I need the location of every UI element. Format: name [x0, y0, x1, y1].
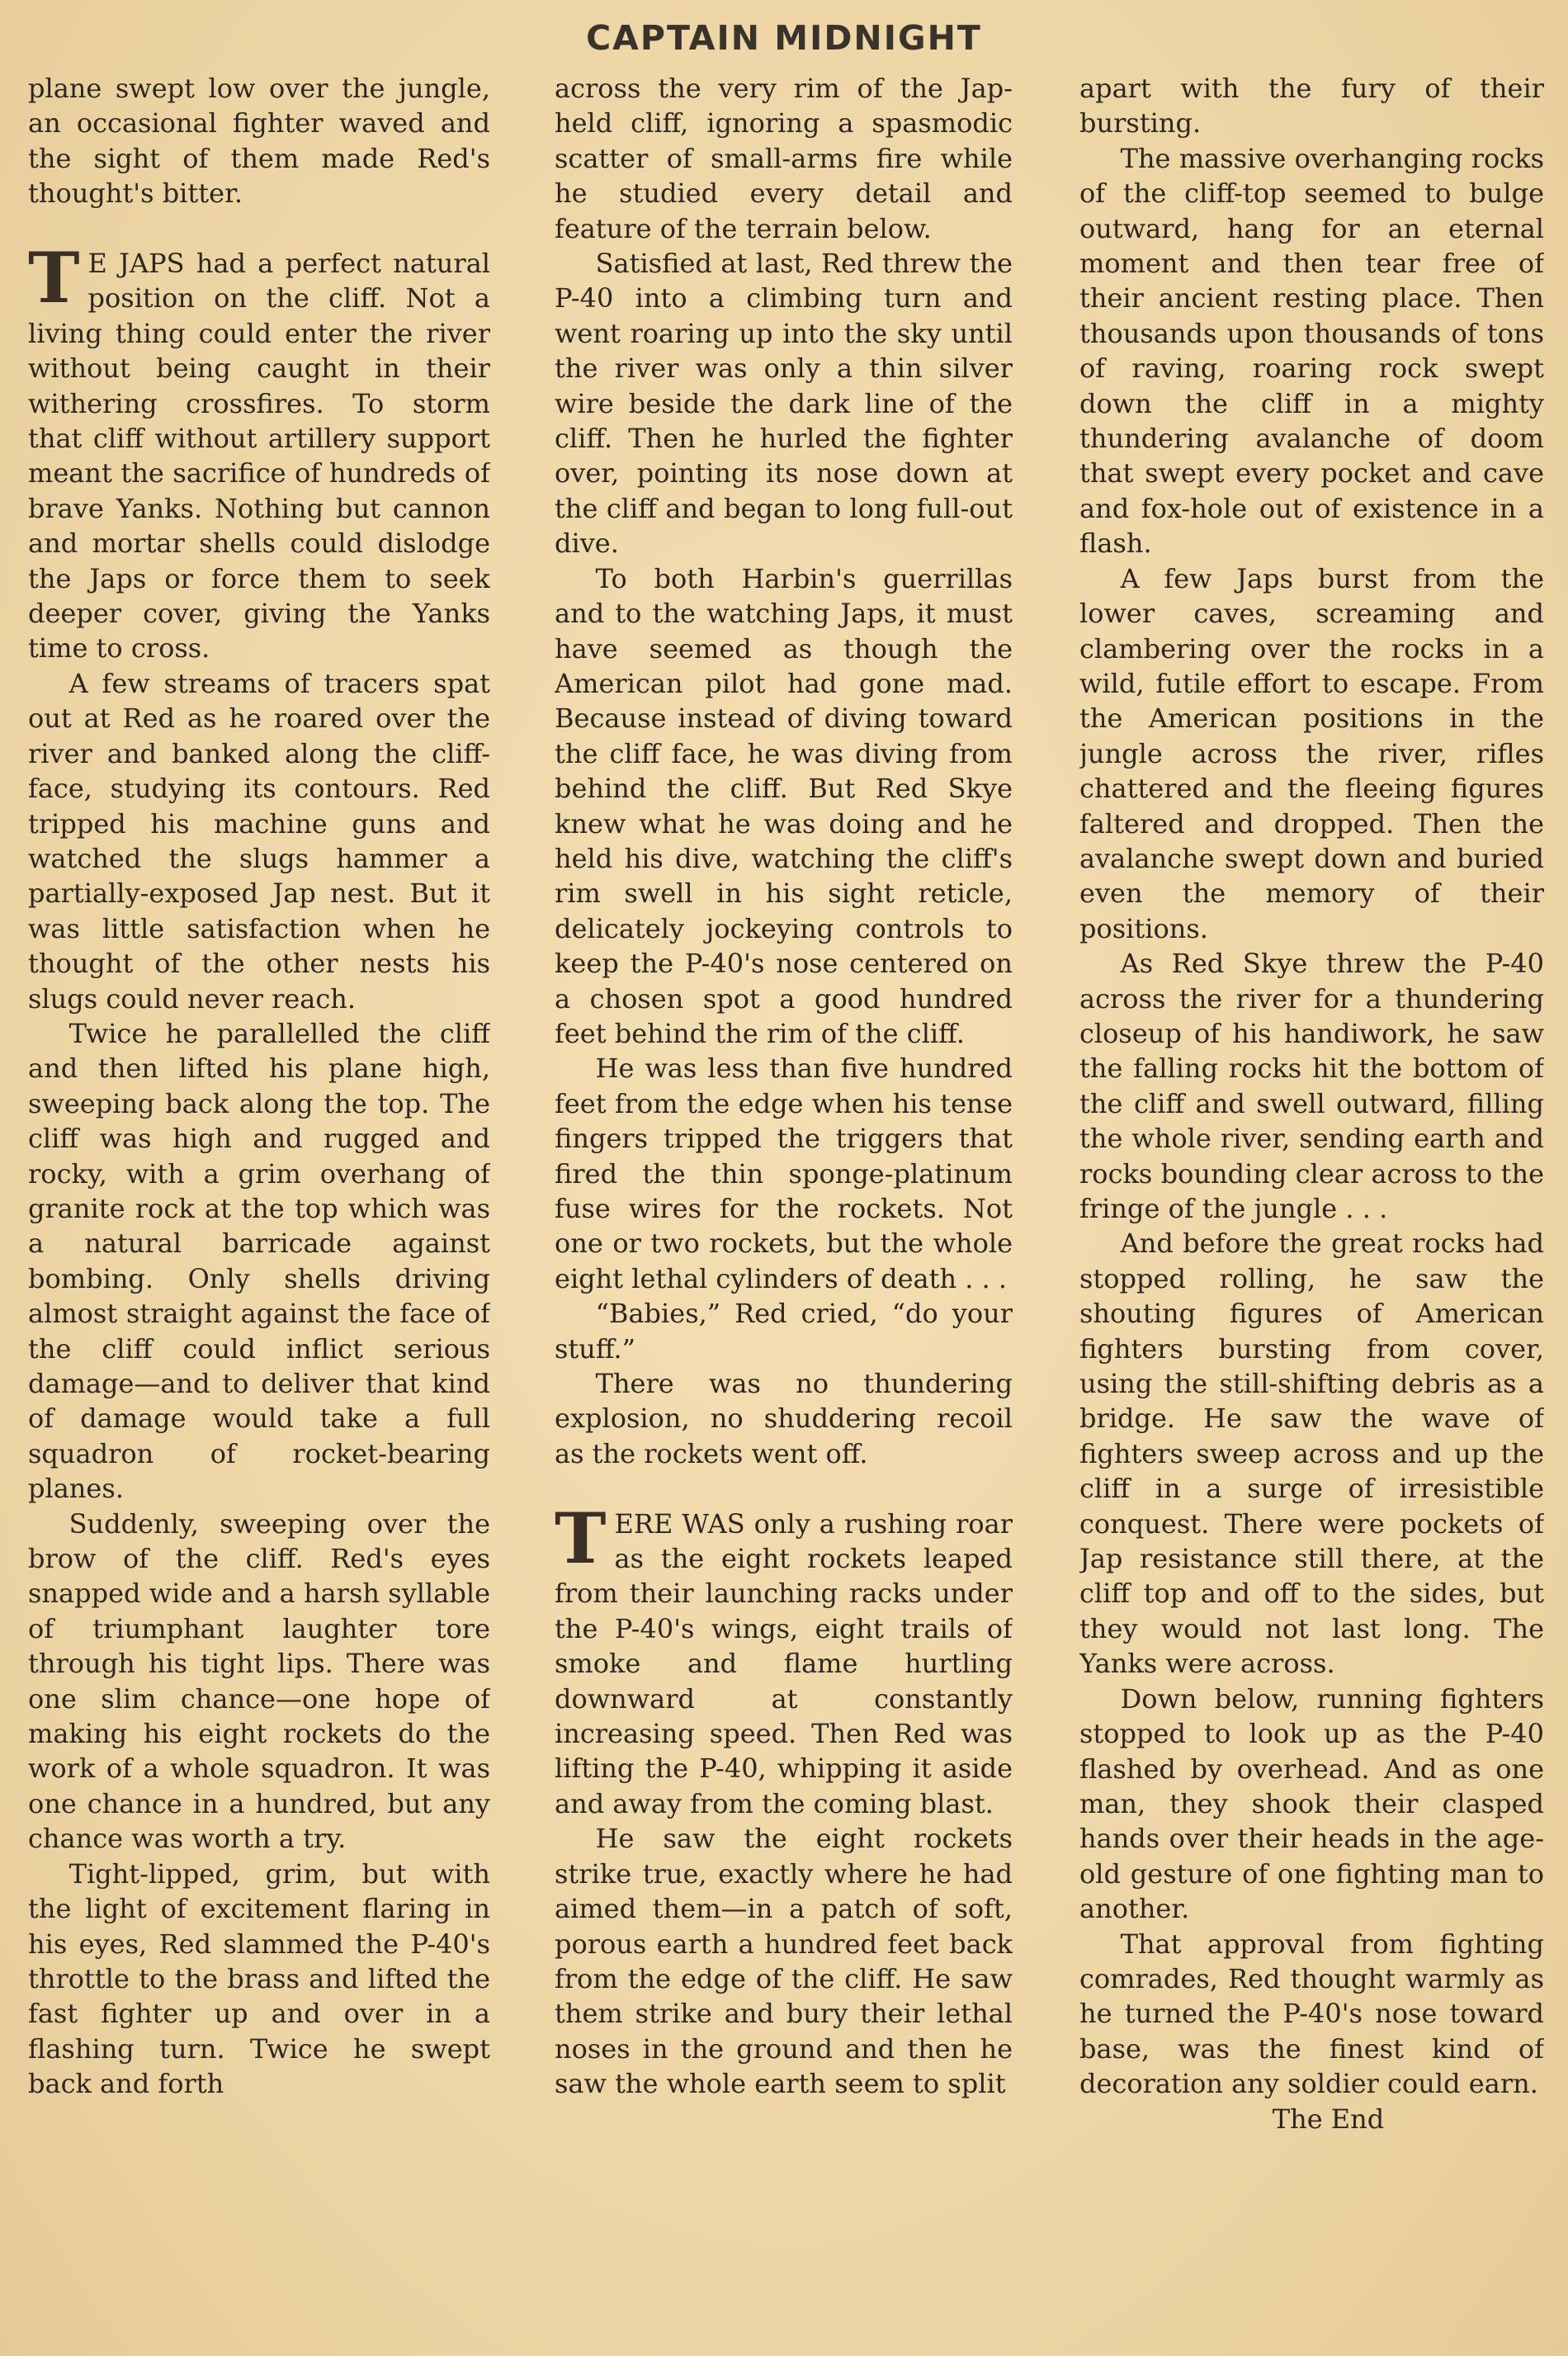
- the-end-label: The End: [1272, 2103, 1385, 2135]
- section-lead-paragraph: [28, 237, 490, 666]
- paragraph: A few Japs burst from the lower caves, screaming and clambering over the rocks in a wild, futile effort to escape. From the American positions in the jungle across the river, rifles chattered and the fleeing figures faltered and dropped. Then the avalanche swept down and buried even the memory of their positions.: [1079, 562, 1544, 944]
- paragraph: Tight-lipped, grim, but with the light of excitement flaring in his eyes, Red slammed the P-40's throttle to the brass and lifted the fast fighter up and over in a flashing turn. Twice he swept back and forth: [28, 1857, 490, 2100]
- paragraph: There was no thundering explosion, no shuddering recoil as the rockets went off.: [555, 1368, 1013, 1469]
- text-column-2: [555, 71, 1013, 2337]
- paragraph: across the very rim of the Jap-held cliff, ignoring a spasmodic scatter of small-arms fire while he studied every detail and feature of the terrain below.: [555, 73, 1013, 244]
- paragraph: As Red Skye threw the P-40 across the river for a thundering closeup of his handiwork, he saw the falling rocks hit the bottom of the cliff and swell outward, filling the whole river, sending earth and rocks bounding clear across to the fringe of the jungle . . .: [1079, 948, 1544, 1224]
- paragraph: He saw the eight rockets strike true, exactly where he had aimed them—in a patch of soft, porous earth a hundred feet back from the edge of the cliff. He saw them strike and bury their lethal noses in the ground and then he saw the whole earth seem to split: [555, 1823, 1013, 2100]
- page-header-title: CAPTAIN MIDNIGHT: [586, 18, 982, 58]
- text-column-1: [28, 71, 490, 2337]
- section-lead-paragraph: [555, 1497, 1013, 1822]
- paragraph: To both Harbin's guerrillas and to the watching Japs, it must have seemed as though the American pilot had gone mad. Because instead of diving toward the cliff face, he was diving from behind the cliff. But Red Skye knew what he was doing and he held his dive, watching the cliff's rim swell in his sight reticle, delicately jockeying controls to keep the P-40's nose centered on a chosen spot a good hundred feet behind the rim of the cliff.: [555, 562, 1013, 1049]
- paragraph: That approval from fighting comrades, Red thought warmly as he turned the P-40's nose toward base, was the finest kind of decoration any soldier could earn.: [1079, 1928, 1544, 2100]
- text-column-3: [1079, 71, 1544, 2337]
- paragraph: Suddenly, sweeping over the brow of the cliff. Red's eyes snapped wide and a harsh syllable of triumphant laughter tore through his tight lips. There was one slim chance—one hope of making his eight rockets do the work of a whole squadron. It was one chance in a hundred, but any chance was worth a try.: [28, 1507, 490, 1855]
- paragraph: Satisfied at last, Red threw the P-40 into a climbing turn and went roaring up into the sky until the river was only a thin silver wire beside the dark line of the cliff. Then he hurled the fighter over, pointing its nose down at the cliff and began to long full-out dive.: [555, 248, 1013, 560]
- paragraph: The massive overhanging rocks of the cliff-top seemed to bulge outward, hang for an eternal moment and then tear free of their ancient resting place. Then thousands upon thousands of tons of raving, roaring rock swept down the cliff in a mighty thundering avalanche of doom that swept every pocket and cave and fox-hole out of existence in a flash.: [1079, 142, 1544, 560]
- paragraph: Down below, running fighters stopped to look up as the P-40 flashed by overhead. And as one man, they shook their clasped hands over their heads in the age-old gesture of one fighting man to another.: [1079, 1682, 1544, 1925]
- paragraph: Twice he parallelled the cliff and then lifted his plane high, sweeping back along the top. The cliff was high and rugged and rocky, with a grim overhang of granite rock at the top which was a natural barricade against bombing. Only shells driving almost straight against the face of the cliff could inflict serious damage—and to deliver that kind of damage would take a full squadron of rocket-bearing planes.: [28, 1017, 490, 1505]
- paragraph-text: ERE WAS only a rushing roar as the eight rockets leaped from their launching racks under the P-40's wings, eight trails of smoke and flame hurtling downward at constantly increasing speed. Then Red was lifting the P-40, whipping it aside and away from the coming blast.: [555, 1507, 1013, 1819]
- paragraph: “Babies,” Red cried, “do your stuff.”: [555, 1298, 1013, 1365]
- paragraph: plane swept low over the jungle, an occasional fighter waved and the sight of them made Red's thought's bitter.: [28, 73, 490, 210]
- paragraph: He was less than five hundred feet from the edge when his tense fingers tripped the triggers that fired the thin sponge-platinum fuse wires for the rockets. Not one or two rockets, but the whole eight lethal cylinders of death . . .: [555, 1053, 1013, 1294]
- paragraph: A few streams of tracers spat out at Red as he roared over the river and banked along the cliff-face, studying its contours. Red tripped his machine guns and watched the slugs hammer a partially-exposed Jap nest. But it was little satisfaction when he thought of the other nests his slugs could never reach.: [28, 667, 490, 1015]
- paragraph-text: E JAPS had a perfect natural position on the cliff. Not a living thing could enter the river without being caught in their withering crossfires. To storm that cliff without artillery support meant the sacrifice of hundreds of brave Yanks. Nothing but cannon and mortar shells could dislodge the Japs or force them to seek deeper cover, giving the Yanks time to cross.: [28, 248, 490, 665]
- paragraph: apart with the fury of their bursting.: [1079, 73, 1544, 140]
- drop-cap: T: [555, 1497, 607, 1579]
- paragraph: And before the great rocks had stopped rolling, he saw the shouting figures of American fighters bursting from cover, using the still-shifting debris as a bridge. He saw the wave of fighters sweep across and up the cliff in a surge of irresistible conquest. There were pockets of Jap resistance still there, at the cliff top and off to the sides, but they would not last long. The Yanks were across.: [1079, 1228, 1544, 1680]
- drop-cap: T: [28, 237, 80, 319]
